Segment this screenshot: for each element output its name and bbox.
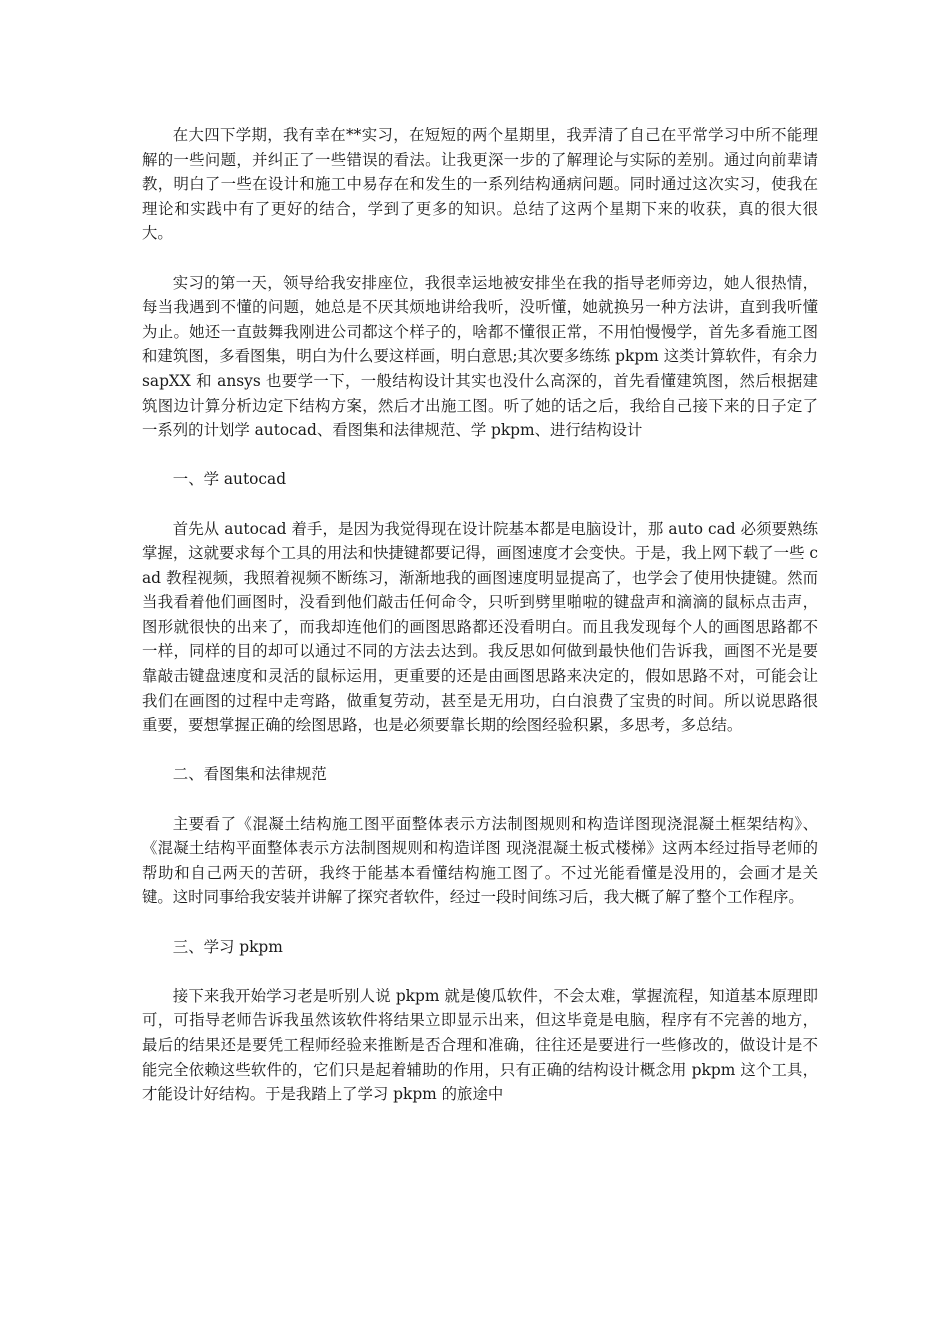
paragraph-first-day: 实习的第一天，领导给我安排座位，我很幸运地被安排坐在我的指导老师旁边，她人很热情，每当我遇到不懂的问题，她总是不厌其烦地讲给我听，没听懂，她就换另一种方法讲，直到我听懂为止。她还一直鼓舞我刚进公司都这个样子的，啥都不懂很正常，不用怕慢慢学，首先多看施工图和建筑图，多看图集，明白为什么要这样画，明白意思;其次要多练练 pkpm 这类计算软件，有余力 sapXX 和 ansys 也要学一下，一般结构设计其实也没什么高深的，首先看懂建筑图，然后根据建筑图边计算分析边定下结构方案，然后才出施工图。听了她的话之后，我给自己接下来的日子定了一系列的计划学 autocad、看图集和法律规范、学 pkpm、进行结构设计 [142,273,818,440]
section-heading-pkpm: 三、学习 pkpm [172,937,283,956]
paragraph-intro: 在大四下学期，我有幸在**实习，在短短的两个星期里，我弄清了自己在平常学习中所不能理解的一些问题，并纠正了一些错误的看法。让我更深一步的了解理论与实际的差别。通过向前辈请教，明白了一些在设计和施工中易存在和发生的一系列结构通病问题。同时通过这次实习，使我在理论和实践中有了更好的结合，学到了更多的知识。总结了这两个星期下来的收获，真的很大很大。 [142,126,818,243]
paragraph-autocad: 首先从 autocad 着手，是因为我觉得现在设计院基本都是电脑设计，那 auto cad 必须要熟练掌握，这就要求每个工具的用法和快捷键都要记得，画图速度才会变快。于是，我上网下载了一些 cad 教程视频，我照着视频不断练习，渐渐地我的画图速度明显提高了，也学会了使用快捷键。然而当我看着他们画图时，没看到他们敲击任何命令，只听到劈里啪啦的键盘声和滴滴的鼠标点击声，图形就很快的出来了，而我却连他们的画图思路都还没看明白。而且我发现每个人的画图思路都不一样，同样的目的却可以通过不同的方法去达到。我反思如何做到最快他们告诉我，画图不光是要靠敲击键盘速度和灵活的鼠标运用，更重要的还是由画图思路来决定的，假如思路不对，可能会让我们在画图的过程中走弯路，做重复劳动，甚至是无用功，白白浪费了宝贵的时间。所以说思路很重要，要想掌握正确的绘图思路，也是必须要靠长期的绘图经验积累，多思考，多总结。 [142,519,818,735]
paragraph-atlas-regulations: 主要看了《混凝土结构施工图平面整体表示方法制图规则和构造详图现浇混凝土框架结构》、《混凝土结构平面整体表示方法制图规则和构造详图 现浇混凝土板式楼梯》这两本经过指导老师的帮助和自己两天的苦研，我终于能基本看懂结构施工图了。不过光能看懂是没用的，会画才是关键。这时同事给我安装并讲解了探究者软件，经过一段时间练习后，我大概了解了整个工作程序。 [142,814,818,907]
section-heading-atlas-regulations: 二、看图集和法律规范 [172,765,327,784]
section-heading-autocad: 一、学 autocad [172,470,287,489]
paragraph-pkpm: 接下来我开始学习老是听别人说 pkpm 就是傻瓜软件，不会太难，掌握流程，知道基本原理即可，可指导老师告诉我虽然该软件将结果立即显示出来，但这毕竟是电脑，程序有不完善的地方，最后的结果还是要凭工程师经验来推断是否合理和准确，往往还是要进行一些修改的，做设计是不能完全依赖这些软件的，它们只是起着辅助的作用，只有正确的结构设计概念用 pkpm 这个工具，才能设计好结构。于是我踏上了学习 pkpm 的旅途中 [142,986,818,1104]
document-body [142,123,818,1131]
